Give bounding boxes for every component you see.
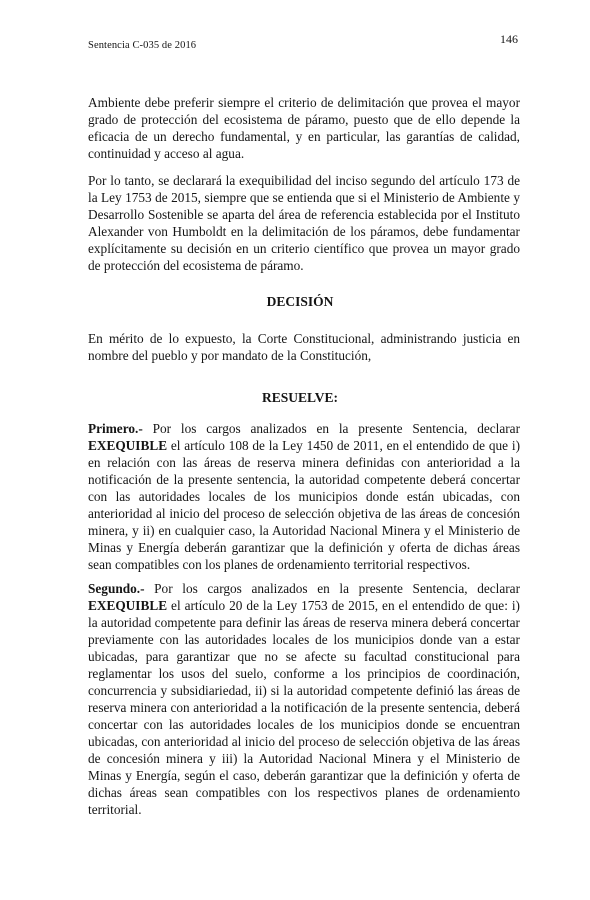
- primero-text-b: el artículo 108 de la Ley 1450 de 2011, en el entendido de que i) en relación con las áreas de reserva minera definidas con anterioridad a la notificación de la presente sentencia, la autoridad competente deberá concertar con las autoridades locales de los municipios donde están ubicadas, con anterioridad al inicio del proceso de selección objetiva de las áreas de concesión minera, y ii) en cualquier caso, la Autoridad Nacional Minera y el Ministerio de Minas y Energía deberán garantizar que la definición y oferta de dichas áreas sean compatibles con los planes de ordenamiento territorial respectivos.: [88, 438, 520, 572]
- segundo-label: Segundo.-: [88, 581, 145, 596]
- paragraph-exequibilidad: Por lo tanto, se declarará la exequibilidad del inciso segundo del artículo 173 de la Ley 1753 de 2015, siempre que se entienda que si el Ministerio de Ambiente y Desarrollo Sostenible se aparta del área de referencia establecida por el Instituto Alexander von Humboldt en la delimitación de los páramos, debe fundamentar explícitamente su decisión en un criterio científico que provea un mayor grado de protección del ecosistema de páramo.: [88, 173, 520, 273]
- primero-keyword: EXEQUIBLE: [88, 438, 168, 453]
- segundo-text-a: Por los cargos analizados en la presente Sentencia, declarar: [144, 581, 520, 596]
- primero-text-a: Por los cargos analizados en la presente Sentencia, declarar: [142, 421, 520, 436]
- segundo-text-b: el artículo 20 de la Ley 1753 de 2015, en el entendido de que: i) la autoridad competente para definir las áreas de reserva minera deberá concertar previamente con las autoridades locales de los municipios donde van a estar ubicadas, para garantizar que no se afecte su facultad constitucional para reglamentar los usos del suelo, conforme a los principios de coordinación, concurrencia y subsidiariedad, ii) si la autoridad competente definió las áreas de reserva minera con anterioridad a la notificación de la presente sentencia, deberá concertar con las autoridades locales de los municipios donde se encuentran ubicadas, con anterioridad al inicio del proceso de selección objetiva de las áreas de concesión minera y iii) la Autoridad Nacional Minera y el Ministerio de Minas y Energía, según el caso, deberán garantizar que la definición y oferta de dichas áreas sean compatibles con los respectivos planes de ordenamiento territorial.: [88, 598, 520, 817]
- running-title: Sentencia C-035 de 2016: [88, 40, 197, 51]
- primero-label: Primero.-: [88, 421, 143, 436]
- heading-decision: DECISIÓN: [266, 294, 334, 309]
- paragraph-segundo: [88, 580, 520, 818]
- paragraph-ambiente: Ambiente debe preferir siempre el criterio de delimitación que provea el mayor grado de protección del ecosistema de páramo, puesto que de ello depende la eficacia de un derecho fundamental, y en particular, las garantías de calidad, continuidad y acceso al agua.: [88, 95, 520, 161]
- page-number: 146: [500, 32, 518, 46]
- paragraph-primero: [88, 420, 520, 573]
- heading-resuelve: RESUELVE:: [261, 390, 339, 405]
- paragraph-merito: En mérito de lo expuesto, la Corte Constitucional, administrando justicia en nombre del pueblo y por mandato de la Constitución,: [88, 331, 520, 363]
- segundo-keyword: EXEQUIBLE: [88, 598, 168, 613]
